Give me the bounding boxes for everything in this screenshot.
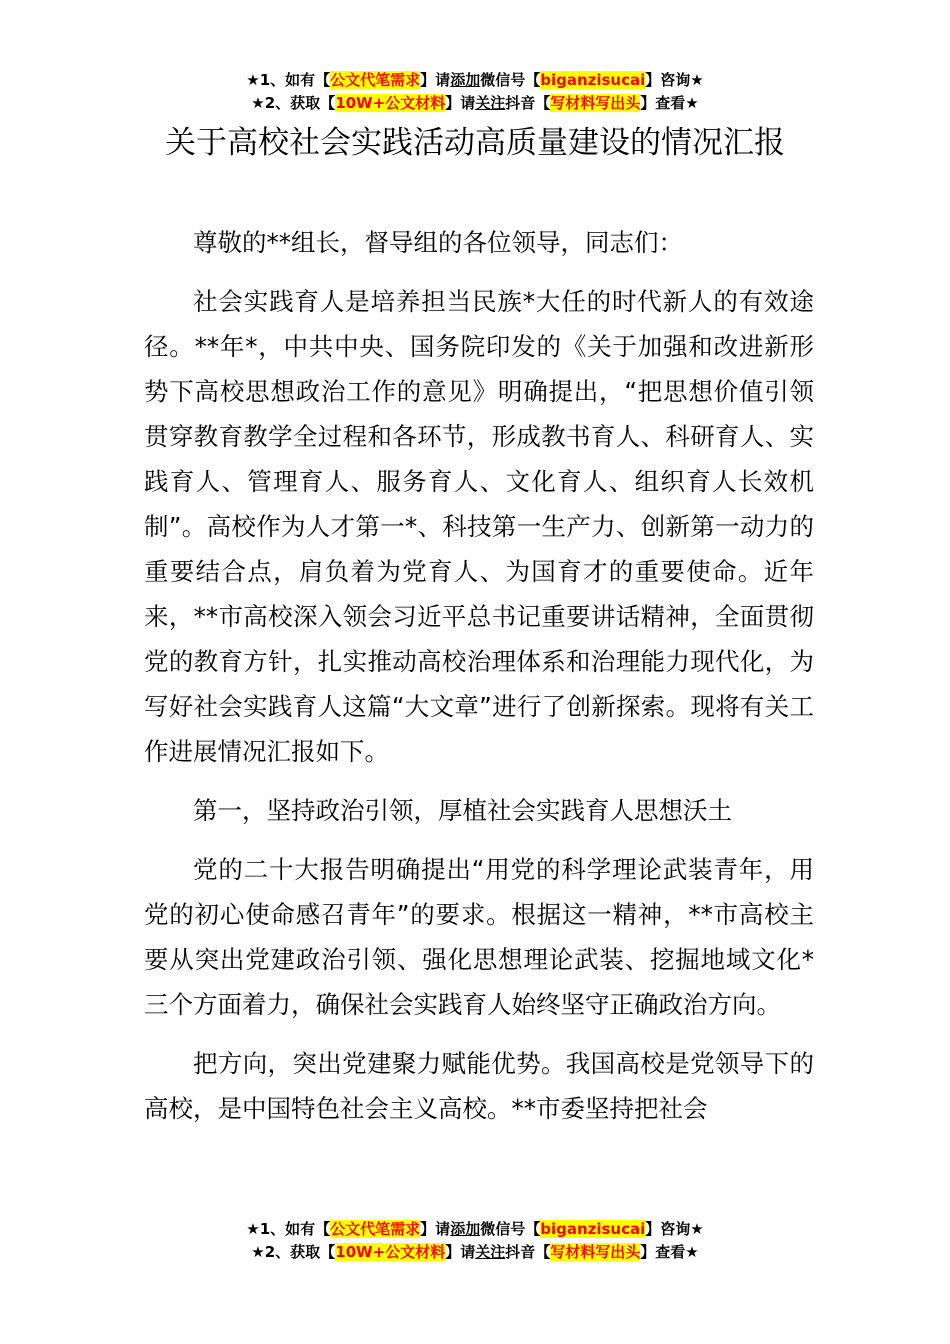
highlight-materials: 10W+公文材料: [335, 94, 446, 112]
paragraph-direction: 把方向，突出党建聚力赋能优势。我国高校是党领导下的高校，是中国特色社会主义高校。**市委坚持把社会: [144, 1049, 814, 1123]
paragraph-intro: 社会实践育人是培养担当民族*大任的时代新人的有效途径。**年*，中共中央、国务院印发的《关于加强和改进新形势下高校思想政治工作的意见》明确提出，“把思想价值引领贯穿教育教学全过程和各环节，形成教书育人、科研育人、实践育人、管理育人、服务育人、文化育人、组织育人长效机制”。高校作为人才第一*、科技第一生产力、创新第一动力的重要结合点，肩负着为党育人、为国育才的重要使命。近年来，**市高校深入领会习近平总书记重要讲话精神，全面贯彻党的教育方针，扎实推动高校治理体系和治理能力现代化，为写好社会实践育人这篇“大文章”进行了创新探索。现将有关工作进展情况汇报如下。: [144, 287, 814, 766]
highlight-materials: 10W+公文材料: [335, 1243, 446, 1261]
highlight-wechat-id: biganzisucai: [540, 1220, 646, 1238]
document-body: [144, 220, 814, 1145]
salutation: 尊敬的**组长，督导组的各位领导，同志们：: [193, 228, 683, 257]
highlight-service: 公文代笔需求: [330, 1220, 421, 1238]
promo-line-2: ★2、获取【10W+公文材料】请关注抖音【写材料写出头】查看★: [251, 1243, 699, 1261]
promo-line-1: ★1、如有【公文代笔需求】请添加微信号【biganzisucai】咨询★: [246, 1220, 704, 1238]
highlight-douyin-id: 写材料写出头: [550, 94, 641, 112]
promo-header: [0, 69, 950, 115]
promo-footer: [0, 1218, 950, 1264]
paragraph-section-1: 党的二十大报告明确提出“用党的科学理论武装青年，用党的初心使命感召青年”的要求。根据这一精神，**市高校主要从突出党建政治引领、强化思想理论武装、挖掘地域文化*三个方面着力，确保社会实践育人始终坚守正确政治方向。: [144, 855, 814, 1019]
promo-line-2: ★2、获取【10W+公文材料】请关注抖音【写材料写出头】查看★: [251, 94, 699, 112]
highlight-service: 公文代笔需求: [330, 71, 421, 89]
section-heading-1: 第一，坚持政治引领，厚植社会实践育人思想沃土: [193, 796, 732, 825]
highlight-douyin-id: 写材料写出头: [550, 1243, 641, 1261]
document-title: 关于高校社会实践活动高质量建设的情况汇报: [165, 125, 785, 161]
promo-line-1: ★1、如有【公文代笔需求】请添加微信号【biganzisucai】咨询★: [246, 71, 704, 89]
highlight-wechat-id: biganzisucai: [540, 71, 646, 89]
